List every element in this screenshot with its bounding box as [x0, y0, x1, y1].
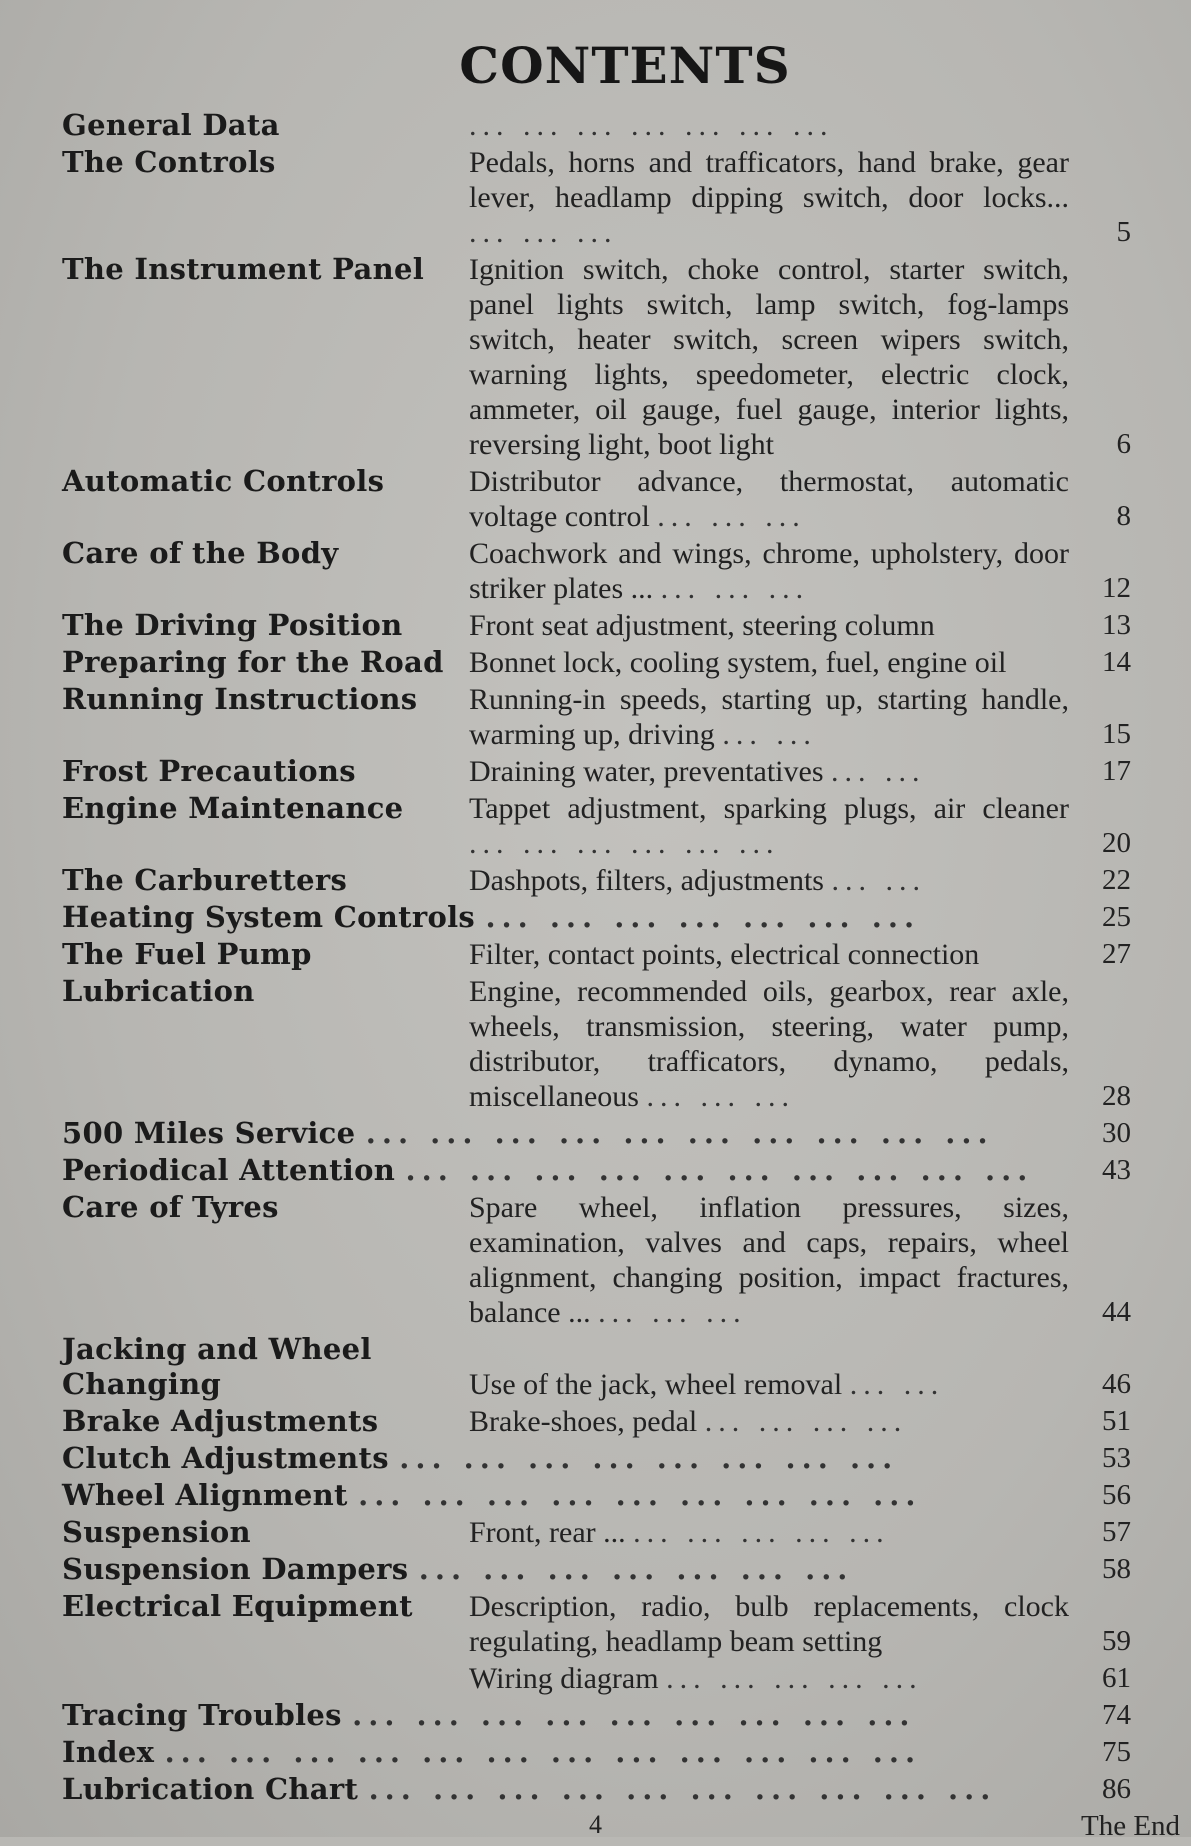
- entry-heading: [62, 1772, 1069, 1807]
- dot-leader: ... ... ...: [598, 1296, 747, 1329]
- entry-description-text: Pedals, horns and trafficators, hand brake, gear lever, headlamp dipping switch, door locks...: [469, 146, 1069, 214]
- contents-entry: [62, 464, 1142, 534]
- entry-description: [469, 464, 1069, 534]
- entry-heading-text: The Instrument Panel: [62, 252, 425, 286]
- entry-heading: [62, 1116, 1069, 1151]
- entry-heading: [62, 682, 457, 717]
- contents-entry: [62, 252, 1142, 462]
- contents-entry: [62, 1698, 1142, 1733]
- entry-heading: [62, 1698, 1069, 1733]
- entry-page-number: 22: [1102, 864, 1131, 896]
- entry-page-number: 44: [1102, 1296, 1131, 1328]
- contents-entry: [62, 937, 1142, 972]
- contents-entry: [62, 1116, 1142, 1151]
- entry-heading: [62, 937, 457, 972]
- contents-entry: [62, 608, 1142, 643]
- entry-description-text: Dashpots, filters, adjustments: [469, 864, 824, 897]
- dot-leader: ... ... ... ... ... ... ... ... ... ...: [368, 1772, 997, 1806]
- entry-description: [469, 1367, 1069, 1402]
- entry-heading: [62, 1153, 1069, 1188]
- entry-heading-text: Wheel Alignment: [62, 1478, 348, 1512]
- entry-page-number: 75: [1102, 1736, 1131, 1768]
- entry-heading-text: Clutch Adjustments: [62, 1441, 389, 1475]
- entry-page-number: 61: [1102, 1662, 1131, 1694]
- contents-entry: [62, 1552, 1142, 1587]
- entry-heading-text: 500 Miles Service: [62, 1116, 356, 1150]
- entry-page-number: 74: [1102, 1699, 1131, 1731]
- dot-leader: ... ... ... ... ... ... ... ... ... ...: [365, 1116, 994, 1150]
- page-number: 4: [589, 1810, 602, 1839]
- contents-entry: [62, 974, 1142, 1114]
- dot-leader: ... ... ...: [469, 216, 618, 249]
- dot-leader: ... ... ... ... ... ... ... ... ...: [358, 1478, 922, 1512]
- entry-heading-text: Engine Maintenance: [62, 791, 404, 825]
- contents-entry: [62, 754, 1142, 789]
- entry-page-number: 13: [1102, 609, 1131, 641]
- entry-page-number: 8: [1116, 500, 1131, 532]
- entry-heading: [62, 754, 457, 789]
- entry-page-number: 43: [1102, 1154, 1131, 1186]
- contents-list: [62, 108, 1181, 1846]
- contents-entry: [62, 1441, 1142, 1476]
- entry-description: [469, 645, 1069, 680]
- entry-page-number: 6: [1116, 428, 1131, 460]
- dot-leader: ... ... ... ... ...: [633, 1516, 890, 1549]
- entry-heading: [62, 1735, 1069, 1770]
- dot-leader: ... ...: [849, 1368, 945, 1401]
- contents-entry: [62, 791, 1142, 861]
- entry-description: [469, 1589, 1069, 1659]
- entry-page-number: 28: [1102, 1080, 1131, 1112]
- entry-heading: [62, 863, 457, 898]
- entry-description: [469, 1190, 1069, 1330]
- entry-heading: [62, 1589, 457, 1624]
- dot-leader: ... ... ... ... ... ... ...: [469, 109, 834, 142]
- entry-description-text: Distributor advance, thermostat, automatic voltage control: [469, 465, 1069, 533]
- contents-entry: [62, 1190, 1142, 1330]
- dot-leader: ... ... ... ... ... ... ... ... ... ...: [405, 1153, 1034, 1187]
- entry-description-text: Tappet adjustment, sparking plugs, air cleaner: [469, 792, 1069, 825]
- entry-description-text: Ignition switch, choke control, starter switch, panel lights switch, lamp switch, fog-lamps switch, heater switch, screen wipers switch, warning lights, speedometer, electric clock, ammeter, oil gauge, fuel gauge, interior lights, reversing light, boot light: [469, 253, 1069, 461]
- entry-heading-text: Suspension Dampers: [62, 1552, 409, 1586]
- contents-entry: [62, 645, 1142, 680]
- entry-description: [469, 791, 1069, 861]
- contents-entry: [62, 1404, 1142, 1439]
- entry-heading: [62, 1190, 457, 1225]
- dot-leader: ... ... ... ... ... ... ... ... ... ... ... ...: [164, 1735, 922, 1769]
- entry-description: [469, 252, 1069, 462]
- entry-description-text: Brake-shoes, pedal: [469, 1405, 698, 1438]
- entry-heading-text: Heating System Controls: [62, 900, 476, 934]
- entry-heading-text: Lubrication Chart: [62, 1772, 359, 1806]
- entry-heading: [62, 145, 457, 180]
- contents-entry: [62, 1153, 1142, 1188]
- contents-entry: [62, 145, 1142, 250]
- contents-entry: [62, 863, 1142, 898]
- entry-page-number: 5: [1116, 216, 1131, 248]
- entry-page-number: 25: [1102, 901, 1131, 933]
- contents-entry: [62, 1589, 1142, 1659]
- entry-page-number: 12: [1102, 572, 1131, 604]
- entry-description-text: Spare wheel, inflation pressures, sizes, examination, valves and caps, repairs, wheel alignment, changing position, impact fractures, balance ...: [469, 1191, 1069, 1329]
- entry-description: [469, 145, 1069, 250]
- contents-entry: [62, 1515, 1142, 1550]
- page-title: CONTENTS: [459, 36, 791, 95]
- entry-heading-text: Jacking and Wheel Changing: [62, 1332, 372, 1401]
- entry-description-text: Running-in speeds, starting up, starting handle, warming up, driving: [469, 683, 1069, 751]
- entry-description: [469, 863, 1069, 898]
- contents-entry: [62, 536, 1142, 606]
- entry-heading: [62, 608, 457, 643]
- entry-page-number: 59: [1102, 1625, 1131, 1657]
- dot-leader: ... ... ... ... ... ... ...: [485, 900, 921, 934]
- entry-page-number: 46: [1102, 1368, 1131, 1400]
- entry-heading: [62, 1478, 1069, 1513]
- entry-heading: [62, 1552, 1069, 1587]
- entry-page-number: 56: [1102, 1479, 1131, 1511]
- entry-heading-text: The Carburetters: [62, 863, 348, 897]
- entry-description: [469, 608, 1069, 643]
- dot-leader: ... ... ...: [657, 500, 806, 533]
- contents-entry: [62, 682, 1142, 752]
- entry-heading-text: Tracing Troubles: [62, 1698, 342, 1732]
- contents-entry: [62, 1478, 1142, 1513]
- entry-heading: [62, 645, 457, 680]
- entry-description: [469, 1515, 1069, 1550]
- contents-entry: [62, 1772, 1142, 1807]
- entry-description-text: Use of the jack, wheel removal: [469, 1368, 843, 1401]
- entry-heading-text: Frost Precautions: [62, 754, 356, 788]
- entry-description: [469, 536, 1069, 606]
- entry-heading-text: Running Instructions: [62, 682, 418, 716]
- dot-leader: ... ... ... ... ... ...: [469, 827, 780, 860]
- entry-heading-text: The Driving Position: [62, 608, 403, 642]
- entry-page-number: 86: [1102, 1773, 1131, 1805]
- entry-heading-text: Care of the Body: [62, 536, 339, 570]
- dot-leader: ... ...: [831, 755, 926, 788]
- entry-description-text: Description, radio, bulb replacements, clock regulating, headlamp beam setting: [469, 1590, 1069, 1658]
- entry-heading-text: The Fuel Pump: [62, 937, 312, 971]
- entry-description-text: Filter, contact points, electrical connection: [469, 938, 980, 971]
- dot-leader: ... ... ... ... ... ... ... ... ...: [352, 1698, 916, 1732]
- contents-entry: [62, 1735, 1142, 1770]
- contents-entry: [62, 1661, 1142, 1696]
- entry-page-number: 51: [1102, 1405, 1131, 1437]
- entry-heading: [62, 900, 1069, 935]
- entry-description: [469, 108, 1069, 143]
- entry-heading-text: The Controls: [62, 145, 276, 179]
- entry-heading: [62, 1332, 457, 1402]
- dot-leader: ... ... ... ...: [704, 1405, 908, 1438]
- entry-page-number: 57: [1102, 1516, 1131, 1548]
- entry-heading-text: Preparing for the Road: [62, 645, 444, 679]
- entry-page-number: 15: [1102, 718, 1131, 750]
- entry-heading-text: Care of Tyres: [62, 1190, 279, 1224]
- entry-heading-text: Index: [62, 1735, 155, 1769]
- entry-heading: [62, 1404, 457, 1439]
- entry-heading: [62, 536, 457, 571]
- entry-description-text: Engine, recommended oils, gearbox, rear axle, wheels, transmission, steering, water pump, distributor, trafficators, dynamo, pedals, miscellaneous: [469, 975, 1069, 1113]
- entry-page-number: 58: [1102, 1553, 1131, 1585]
- dot-leader: ... ...: [722, 718, 817, 751]
- entry-heading-text: Lubrication: [62, 974, 255, 1008]
- entry-description-text: Front seat adjustment, steering column: [469, 609, 935, 642]
- entry-heading: [62, 108, 457, 143]
- entry-heading: [62, 974, 457, 1009]
- entry-page-number: 14: [1102, 646, 1131, 678]
- entry-description: [469, 754, 1069, 789]
- entry-heading-text: Suspension: [62, 1515, 251, 1549]
- entry-heading-text: Automatic Controls: [62, 464, 385, 498]
- entry-heading: [62, 1515, 457, 1550]
- entry-description: [469, 1404, 1069, 1439]
- entry-page-number: 17: [1102, 755, 1131, 787]
- dot-leader: ... ... ...: [660, 572, 810, 605]
- entry-description-text: Draining water, preventatives: [469, 755, 824, 788]
- dot-leader: ... ... ... ... ... ... ... ...: [399, 1441, 899, 1475]
- entry-heading: [62, 252, 457, 287]
- entry-heading: [62, 1441, 1069, 1476]
- entry-heading-text: General Data: [62, 108, 280, 142]
- entry-page-number: The End: [1081, 1810, 1181, 1842]
- entry-page-number: 53: [1102, 1442, 1131, 1474]
- contents-entry: [62, 108, 1142, 143]
- entry-description-text: Wiring diagram: [469, 1662, 659, 1695]
- dot-leader: ... ... ...: [646, 1080, 795, 1113]
- dot-leader: ... ... ... ... ... ... ...: [418, 1552, 854, 1586]
- dot-leader: ... ... ... ... ...: [666, 1662, 923, 1695]
- entry-heading: [62, 464, 457, 499]
- entry-heading: [62, 791, 457, 826]
- entry-heading-text: Brake Adjustments: [62, 1404, 379, 1438]
- entry-description-text: Bonnet lock, cooling system, fuel, engine oil: [469, 646, 1007, 679]
- entry-heading-text: Electrical Equipment: [62, 1589, 413, 1623]
- entry-description: [469, 1661, 1069, 1696]
- entry-description-text: Front, rear ...: [469, 1516, 626, 1549]
- contents-entry: [62, 900, 1142, 935]
- entry-description: [469, 937, 1069, 972]
- contents-entry: [62, 1332, 1142, 1402]
- entry-heading-text: Periodical Attention: [62, 1153, 396, 1187]
- entry-description: [469, 974, 1069, 1114]
- dot-leader: ... ...: [831, 864, 926, 897]
- entry-description-text: Coachwork and wings, chrome, upholstery, door striker plates ...: [469, 537, 1069, 605]
- entry-page-number: 20: [1102, 827, 1131, 859]
- entry-description: [469, 682, 1069, 752]
- entry-page-number: 27: [1102, 938, 1131, 970]
- entry-page-number: 30: [1102, 1117, 1131, 1149]
